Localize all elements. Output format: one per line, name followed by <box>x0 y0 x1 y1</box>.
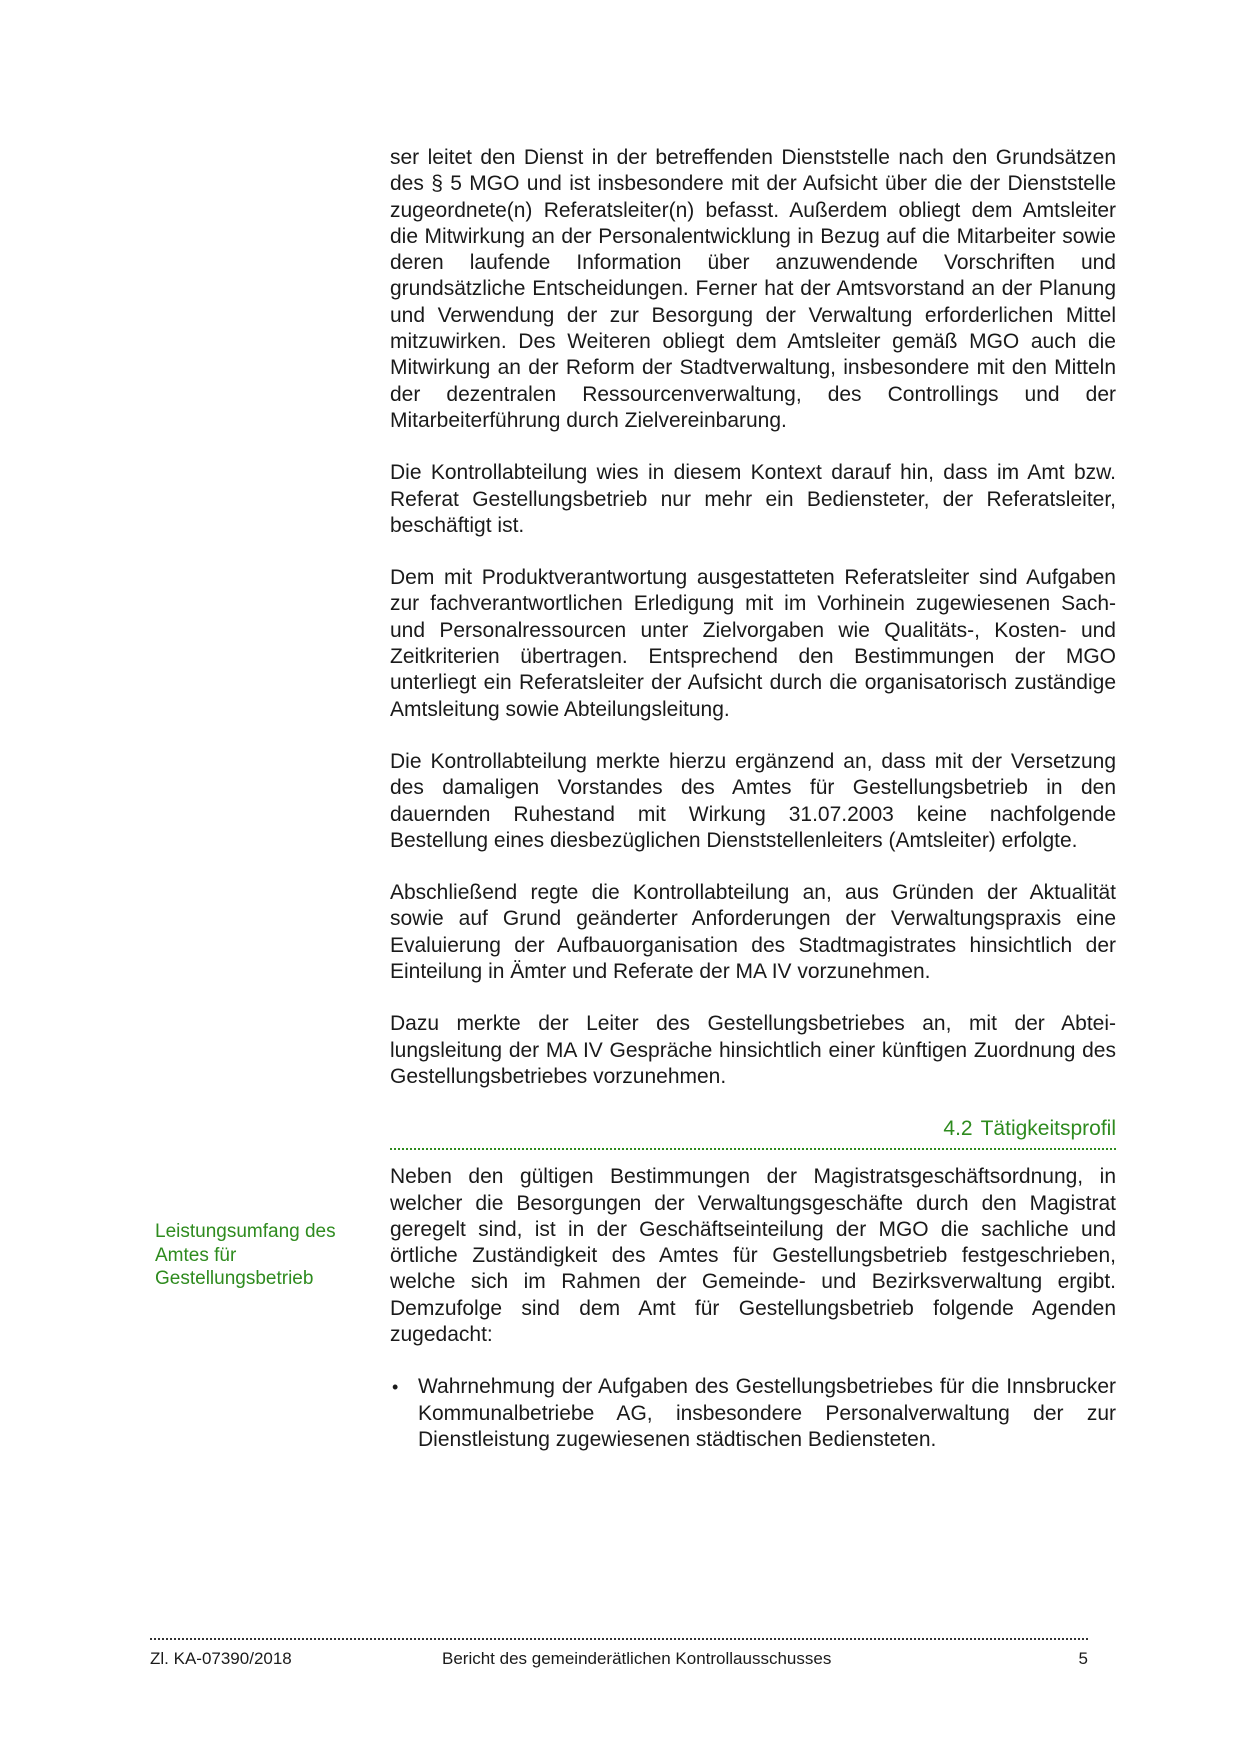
section-paragraph: Neben den gültigen Bestimmungen der Magistratsgeschäftsordnung, in welcher die Besorgungen der Verwaltungsgeschäfte durch den Magistrat geregelt sind, ist in der Geschäftseinteilung der MGO die sachliche und örtliche Zuständigkeit des Amtes für Gestellungsbetrieb festgeschrieben, welche sich im Rahmen der Gemeinde- und Bezirksverwaltung ergibt. Demzufolge sind dem Amt für Gestellungsbetrieb folgende Agenden zugedacht: <box>390 1165 1116 1346</box>
body-paragraph: Dem mit Produktverantwortung ausgestatteten Referatsleiter sind Aufgaben zur fachverantwortlichen Erledigung mit im Vorhinein zugewiesenen Sach- und Personalressourcen unter Zielvorgaben wie Qualitäts-, Kosten- und Zeitkriterien übertragen. Entsprechend den Bestimmungen der MGO unterliegt ein Referatsleiter der Aufsicht durch die organisatorisch zuständige Amtsleitung sowie Abteilungsleitung. <box>390 566 1116 721</box>
body-paragraph: Dazu merkte der Leiter des Gestellungsbetriebes an, mit der Abteilungsleitung der MA IV Gespräche hinsichtlich einer künftigen Zuordnung des Gestellungsbetriebes vorzunehmen. <box>390 1012 1116 1088</box>
section-body <box>390 1164 1116 1453</box>
footer-reference: Zl. KA-07390/2018 <box>150 1649 292 1668</box>
body-paragraph: Die Kontrollabteilung merkte hierzu ergänzend an, dass mit der Versetzung des damaligen Vorstandes des Amtes für Gestellungsbetrieb in den dauernden Ruhestand mit Wirkung 31.07.2003 keine nachfolgende Bestellung eines diesbezüglichen Dienststellenleiters (Amtsleiter) erfolgte. <box>390 749 1116 852</box>
agenda-list <box>390 1374 1116 1453</box>
section-heading <box>390 1116 1116 1150</box>
body-paragraph: ser leitet den Dienst in der betreffenden Dienststelle nach den Grundsätzen des § 5 MGO und ist insbesondere mit der Aufsicht über die der Dienststelle zugeordnete(n) Referatsleiter(n) befasst. Außerdem obliegt dem Amtsleiter die Mitwirkung an der Personalentwicklung in Bezug auf die Mitarbeiter sowie deren laufende Information über anzuwendende Vorschriften und grundsätzliche Entscheidungen. Ferner hat der Amtsvorstand an der Planung und Verwendung der zur Besorgung der Verwaltung erforderlichen Mittel mitzuwirken. Des Weiteren obliegt dem Amtsleiter gemäß MGO auch die Mitwirkung an der Reform der Stadtverwaltung, insbesondere mit den Mitteln der dezentralen Ressourcenverwaltung, des Controllings und der Mitarbeiterführung durch Zielvereinbarung. <box>390 146 1116 432</box>
footer-divider <box>150 1638 1088 1640</box>
section-title: Tätigkeitsprofil <box>980 1117 1116 1141</box>
list-item-text: Wahrnehmung der Aufgaben des Gestellungsbetriebes für die Innsbrucker Kommunalbetriebe AG, insbesondere Personalverwaltung der zur Dienstleistung zugewiesenen städtischen Bediensteten. <box>418 1375 1116 1451</box>
bullet-icon: • <box>392 1377 399 1398</box>
body-paragraph: Die Kontrollabteilung wies in diesem Kontext darauf hin, dass im Amt bzw. Referat Gestellungsbetrieb nur mehr ein Bediensteter, der Referatsleiter, beschäftigt ist. <box>390 461 1116 537</box>
list-item <box>390 1374 1116 1453</box>
page-number: 5 <box>1078 1649 1088 1668</box>
main-text-column <box>390 145 1116 1453</box>
section-number: 4.2 <box>943 1117 973 1141</box>
margin-note: Leistungsumfang des Amtes für Gestellungsbetrieb <box>155 1221 336 1289</box>
footer-report-title: Bericht des gemeinderätlichen Kontrollausschusses <box>442 1649 832 1668</box>
body-paragraph: Abschließend regte die Kontrollabteilung an, aus Gründen der Aktualität sowie auf Grund geänderter Anforderungen der Verwaltungspraxis eine Evaluierung der Aufbauorganisation des Stadtmagistrates hinsichtlich der Einteilung in Ämter und Referate der MA IV vorzunehmen. <box>390 881 1116 984</box>
